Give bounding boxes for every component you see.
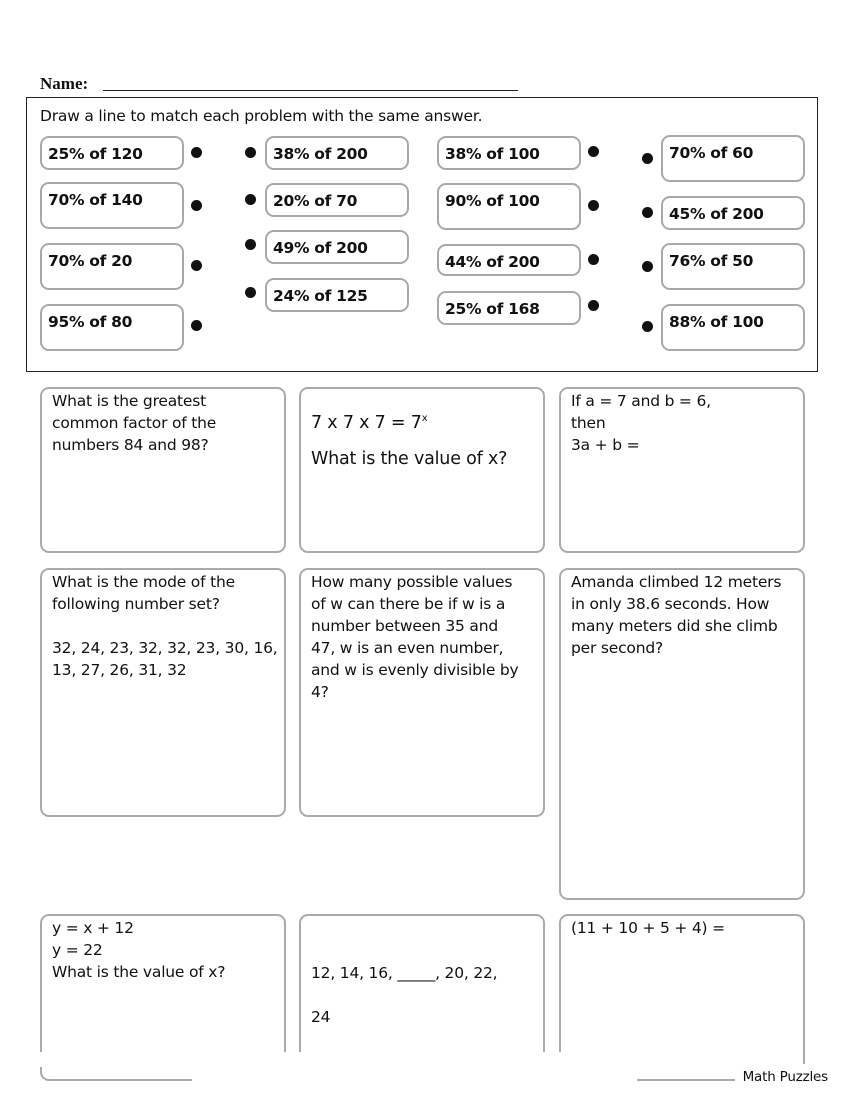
match-dot[interactable]: [191, 200, 202, 211]
match-dot[interactable]: [588, 146, 599, 157]
problem-divisible[interactable]: [299, 568, 545, 817]
name-label: Name:: [40, 74, 89, 93]
match-dot[interactable]: [245, 239, 256, 250]
problem-rate[interactable]: [559, 568, 805, 900]
match-problem: 25% of 120: [40, 136, 184, 170]
match-answer: 45% of 200: [661, 196, 805, 230]
problem-text-line: y = 22: [52, 941, 103, 959]
match-answer: 88% of 100: [661, 304, 805, 351]
problem-text-line: 3a + b =: [571, 436, 640, 454]
problem-gcf[interactable]: [40, 387, 286, 553]
problem-text-line: How many possible values: [311, 573, 513, 591]
match-dot[interactable]: [588, 300, 599, 311]
problem-text-line: many meters did she climb: [571, 617, 778, 635]
match-problem: 25% of 168: [437, 291, 581, 325]
match-answer: 76% of 50: [661, 243, 805, 290]
match-problem: 38% of 100: [437, 136, 581, 170]
number-set-line: 13, 27, 26, 31, 32: [52, 661, 187, 679]
equation-exponent: x: [421, 413, 428, 424]
match-problem: 70% of 20: [40, 243, 184, 290]
match-answer: 70% of 60: [661, 135, 805, 182]
problem-exponent[interactable]: [299, 387, 545, 553]
match-problem: 44% of 200: [437, 244, 581, 276]
match-dot[interactable]: [245, 147, 256, 158]
problem-text-line: following number set?: [52, 595, 220, 613]
match-dot[interactable]: [588, 254, 599, 265]
problem-text-line: What is the mode of the: [52, 573, 235, 591]
problem-expression[interactable]: [559, 914, 805, 1052]
match-dot[interactable]: [191, 260, 202, 271]
problem-text-line: common factor of the: [52, 414, 217, 432]
match-dot[interactable]: [245, 194, 256, 205]
match-dot[interactable]: [642, 321, 653, 332]
matching-instructions: Draw a line to match each problem with the same answer.: [40, 107, 483, 125]
match-problem: 70% of 140: [40, 182, 184, 229]
problem-text-line: (11 + 10 + 5 + 4) =: [571, 919, 725, 937]
problem-text-line: Amanda climbed 12 meters: [571, 573, 782, 591]
name-line[interactable]: [103, 90, 518, 91]
problem-text-line: What is the value of x?: [52, 963, 226, 981]
box-corner: [791, 1052, 805, 1064]
problem-substitution[interactable]: [559, 387, 805, 553]
match-answer: 49% of 200: [265, 230, 409, 264]
match-dot[interactable]: [191, 320, 202, 331]
number-set-line: 32, 24, 23, 32, 32, 23, 30, 16,: [52, 639, 278, 657]
match-dot[interactable]: [642, 153, 653, 164]
problem-equation-system[interactable]: [40, 914, 286, 1052]
match-dot[interactable]: [642, 207, 653, 218]
box-bottom-edge: [52, 1079, 192, 1081]
footer-label: Math Puzzles: [742, 1069, 828, 1085]
problem-text-line: in only 38.6 seconds. How: [571, 595, 770, 613]
sequence-line: 12, 14, 16, _____, 20, 22,: [311, 964, 498, 982]
problem-text-line: 47, w is an even number,: [311, 639, 504, 657]
problem-equation: [311, 406, 533, 436]
match-dot[interactable]: [191, 147, 202, 158]
match-dot[interactable]: [642, 261, 653, 272]
sequence-line: 24: [311, 1008, 331, 1026]
match-problem: 95% of 80: [40, 304, 184, 351]
problem-text-line: and w is evenly divisible by: [311, 661, 519, 679]
problem-text-line: 4?: [311, 683, 329, 701]
problem-sequence[interactable]: [299, 914, 545, 1052]
problem-text-line: y = x + 12: [52, 919, 134, 937]
problem-text-line: What is the greatest: [52, 392, 206, 410]
problem-text-line: numbers 84 and 98?: [52, 436, 209, 454]
problem-text-line: If a = 7 and b = 6,: [571, 392, 711, 410]
problem-text-line: then: [571, 414, 606, 432]
problem-text-line: What is the value of x?: [311, 448, 508, 469]
match-answer: 24% of 125: [265, 278, 409, 312]
problem-text-line: of w can there be if w is a: [311, 595, 506, 613]
match-dot[interactable]: [588, 200, 599, 211]
match-answer: 20% of 70: [265, 183, 409, 217]
problem-text-line: number between 35 and: [311, 617, 498, 635]
match-dot[interactable]: [245, 287, 256, 298]
problem-mode[interactable]: [40, 568, 286, 817]
match-answer: 38% of 200: [265, 136, 409, 170]
match-problem: 90% of 100: [437, 183, 581, 230]
equation-text: 7 x 7 x 7 = 7: [311, 412, 422, 433]
problem-text-line: per second?: [571, 639, 663, 657]
box-bottom-edge: [637, 1079, 735, 1081]
